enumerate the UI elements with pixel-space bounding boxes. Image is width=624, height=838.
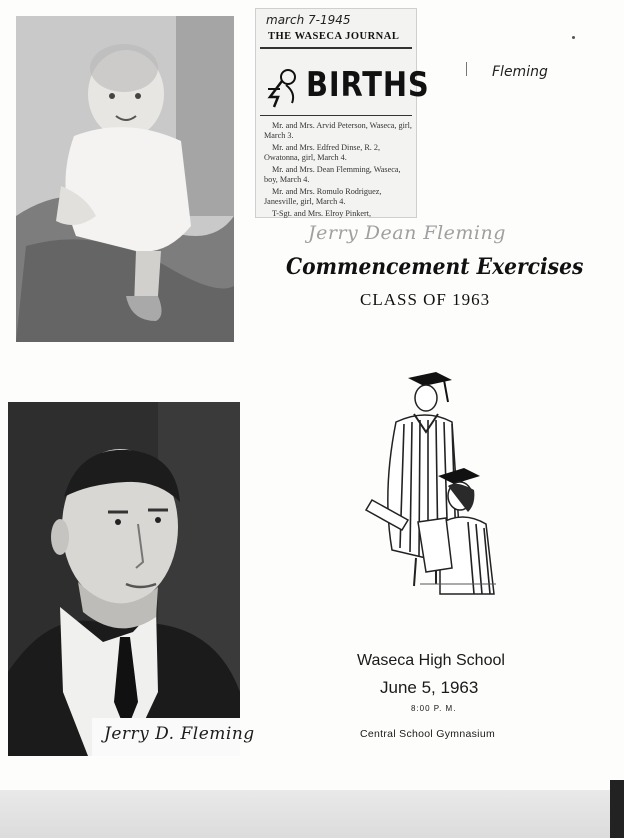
school-name: Waseca High School (357, 652, 505, 669)
scan-corner-shadow (610, 780, 624, 838)
birth-announcements (264, 121, 412, 221)
baby-photo (16, 16, 234, 342)
birth-entry: Mr. and Mrs. Edfred Dinse, R. 2, Owatonna, girl, March 4. (264, 143, 381, 162)
handwritten-surname-note: Fleming (492, 64, 548, 80)
births-heading: BIRTHS (306, 65, 430, 105)
ceremony-date: June 5, 1963 (380, 678, 479, 697)
clipping-rule (260, 47, 412, 49)
stork-icon (262, 67, 304, 109)
pen-mark (572, 36, 575, 39)
senior-portrait-image (8, 402, 240, 756)
clipping-newspaper-name: THE WASECA JOURNAL (268, 31, 400, 42)
senior-portrait-photo (8, 402, 240, 756)
faint-signature: Jerry Dean Fleming (308, 222, 506, 244)
pen-mark (466, 62, 467, 76)
portrait-signature: Jerry D. Fleming (104, 724, 255, 744)
baby-photo-image (16, 16, 234, 342)
graduates-illustration (356, 372, 506, 602)
newspaper-clipping (255, 8, 430, 218)
clipping-rule (260, 115, 412, 116)
clipping-handwritten-date: march 7-1945 (266, 13, 351, 27)
ceremony-time: 8:00 P. M. (411, 704, 457, 713)
birth-entry: Mr. and Mrs. Romulo Rodriguez, Janesville, girl, March 4. (264, 187, 382, 206)
scan-bottom-edge (0, 790, 624, 838)
program-title: Commencement Exercises (286, 254, 584, 280)
birth-entry: Mr. and Mrs. Arvid Peterson, Waseca, girl, March 3. (264, 121, 412, 140)
ceremony-venue: Central School Gymnasium (360, 728, 495, 740)
birth-entry: T-Sgt. and Mrs. Elroy Pinkert, (272, 209, 372, 218)
birth-entry: Mr. and Mrs. Dean Flemming, Waseca, boy, March 4. (264, 165, 401, 184)
class-year: CLASS OF 1963 (360, 290, 491, 309)
